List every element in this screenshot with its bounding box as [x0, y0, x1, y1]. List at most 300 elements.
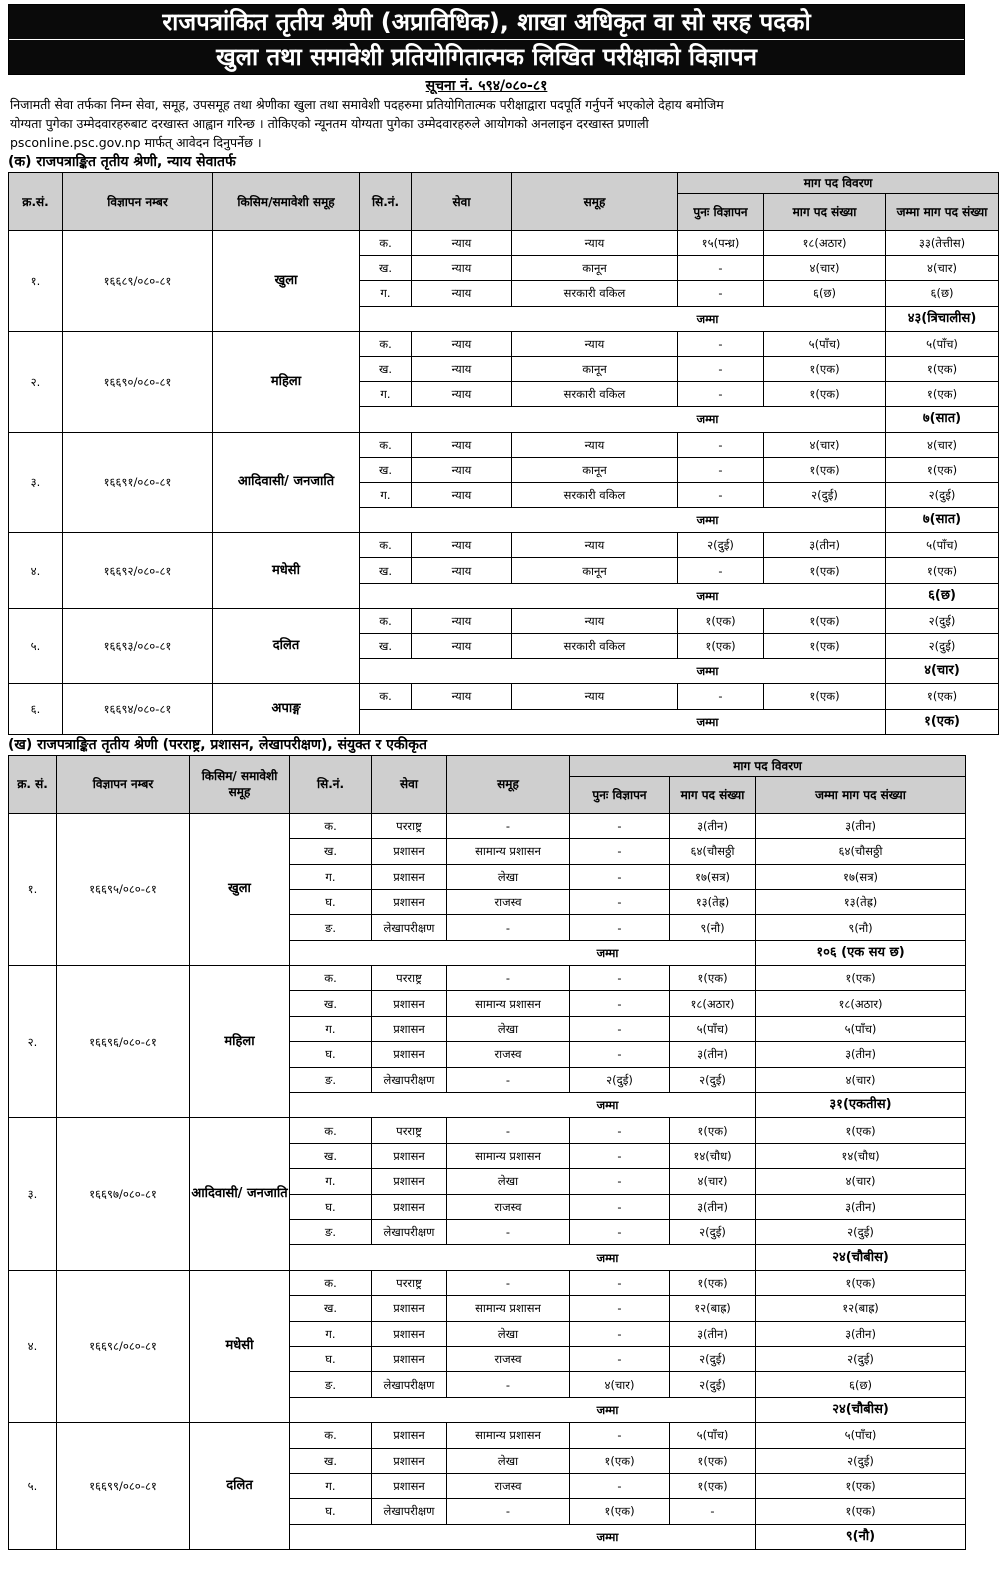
total-posts: २(दुई) — [886, 634, 999, 659]
advertisement-number: १६६९८/०८०-८१ — [57, 1270, 190, 1422]
demand-posts: १२(बाह्र) — [670, 1296, 756, 1321]
total-value: ३१(एकतीस) — [756, 1093, 966, 1118]
advertisement-number: १६६९९/०८०-८१ — [57, 1423, 190, 1550]
re-advertisement: - — [570, 1473, 670, 1498]
total-value: १०६ (एक सय छ) — [756, 940, 966, 965]
group: - — [447, 1220, 570, 1245]
col-header-service: सेवा — [412, 173, 512, 231]
group: सामान्य प्रशासन — [447, 1423, 570, 1448]
demand-posts: २(दुई) — [670, 1220, 756, 1245]
total-label: जम्मा — [290, 1245, 756, 1270]
group: राजस्व — [447, 1473, 570, 1498]
sub-serial: ख. — [360, 558, 412, 583]
table-row — [9, 331, 999, 356]
service: प्रशासन — [372, 1143, 447, 1168]
total-posts: ६४(चौसठ्ठी — [756, 839, 966, 864]
table-row — [9, 533, 999, 558]
service: परराष्ट्र — [372, 966, 447, 991]
re-advertisement: - — [678, 356, 764, 381]
title-line-2: खुला तथा समावेशी प्रतियोगितात्मक लिखित परीक्षाको विज्ञापन — [216, 43, 757, 71]
group: सामान्य प्रशासन — [447, 1143, 570, 1168]
group: - — [447, 1118, 570, 1143]
inclusive-group: दलित — [190, 1423, 290, 1550]
total-posts: १७(सत्र) — [756, 864, 966, 889]
group: सामान्य प्रशासन — [447, 839, 570, 864]
inclusive-group: मधेसी — [190, 1270, 290, 1422]
sub-serial: घ. — [290, 1346, 372, 1371]
demand-posts: ३(तीन) — [764, 533, 886, 558]
group: - — [447, 915, 570, 940]
re-advertisement: - — [570, 1296, 670, 1321]
total-value: ४(चार) — [886, 659, 999, 684]
group: न्याय — [512, 331, 678, 356]
demand-posts: - — [670, 1499, 756, 1524]
intro-paragraph — [10, 95, 963, 152]
sub-serial: क. — [360, 231, 412, 256]
re-advertisement: - — [678, 457, 764, 482]
re-advertisement: १(एक) — [678, 608, 764, 633]
service: प्रशासन — [372, 864, 447, 889]
total-value: १(एक) — [886, 709, 999, 734]
demand-posts: ३(तीन) — [670, 1321, 756, 1346]
section-b-title: (ख) राजपत्राङ्कित तृतीय श्रेणी (परराष्ट्र, प्रशासन, लेखापरीक्षण), संयुक्त र एकीकृत — [8, 736, 427, 753]
sub-serial: क. — [290, 1423, 372, 1448]
col-header-group: समूह — [512, 173, 678, 231]
total-label: जम्मा — [290, 1524, 756, 1549]
group: सरकारी वकिल — [512, 382, 678, 407]
group: न्याय — [512, 432, 678, 457]
total-posts: २(दुई) — [756, 1448, 966, 1473]
demand-posts: १(एक) — [764, 457, 886, 482]
group: राजस्व — [447, 1346, 570, 1371]
demand-posts: ३(तीन) — [670, 1042, 756, 1067]
table-row — [9, 608, 999, 633]
demand-posts: ४(चार) — [670, 1169, 756, 1194]
service: न्याय — [412, 684, 512, 709]
demand-posts: १(एक) — [764, 558, 886, 583]
group: सरकारी वकिल — [512, 634, 678, 659]
sub-serial: क. — [360, 533, 412, 558]
total-posts: ४(चार) — [886, 256, 999, 281]
group: न्याय — [512, 608, 678, 633]
demand-posts: १(एक) — [764, 608, 886, 633]
total-posts: ३३(तेत्तीस) — [886, 231, 999, 256]
demand-posts: ३(तीन) — [670, 1194, 756, 1219]
table-row — [9, 231, 999, 256]
sub-serial: ङ. — [290, 1220, 372, 1245]
group: न्याय — [512, 533, 678, 558]
col-header-sn: क्र.सं. — [9, 173, 63, 231]
service: न्याय — [412, 533, 512, 558]
re-advertisement: - — [570, 1346, 670, 1371]
sub-serial: क. — [360, 608, 412, 633]
service: प्रशासन — [372, 1296, 447, 1321]
table-row — [9, 432, 999, 457]
demand-posts: १(एक) — [764, 684, 886, 709]
total-value: ७(सात) — [886, 407, 999, 432]
service: न्याय — [412, 608, 512, 633]
sub-serial: ग. — [360, 281, 412, 306]
service: प्रशासन — [372, 1016, 447, 1041]
col-header-readv: पुनः विज्ञापन — [678, 194, 764, 231]
demand-posts: २(दुई) — [670, 1346, 756, 1371]
group: - — [447, 1499, 570, 1524]
sub-serial: क. — [360, 432, 412, 457]
re-advertisement: - — [570, 1423, 670, 1448]
total-label: जम्मा — [360, 306, 886, 331]
service: प्रशासन — [372, 839, 447, 864]
title-line-1: राजपत्रांकित तृतीय श्रेणी (अप्राविधिक), शाखा अधिकृत वा सो सरह पदको — [9, 5, 964, 40]
total-value: ९(नौ) — [756, 1524, 966, 1549]
total-posts: १(एक) — [886, 382, 999, 407]
re-advertisement: - — [570, 1169, 670, 1194]
sub-serial: ग. — [360, 382, 412, 407]
group: - — [447, 1372, 570, 1397]
row-serial: ३. — [9, 432, 63, 533]
demand-posts: ५(पाँच) — [764, 331, 886, 356]
demand-posts: १३(तेह्र) — [670, 889, 756, 914]
col-header-posts: माग पद संख्या — [764, 194, 886, 231]
sub-serial: ख. — [290, 1143, 372, 1168]
sub-serial: ख. — [290, 1448, 372, 1473]
service: न्याय — [412, 432, 512, 457]
col-header-type: किसिम/समावेशी समूह — [213, 173, 360, 231]
total-posts: १(एक) — [756, 1270, 966, 1295]
sub-serial: घ. — [290, 1499, 372, 1524]
demand-posts: १८(अठार) — [670, 991, 756, 1016]
re-advertisement: - — [678, 256, 764, 281]
total-label: जम्मा — [290, 940, 756, 965]
inclusive-group: दलित — [213, 608, 360, 684]
sub-serial: ङ. — [290, 1067, 372, 1092]
total-posts: १(एक) — [756, 1499, 966, 1524]
section-b-table — [8, 755, 966, 1550]
table-row — [9, 1270, 966, 1295]
col-header-sn: क्र. सं. — [9, 755, 57, 813]
total-posts: १२(बाह्र) — [756, 1296, 966, 1321]
demand-posts: ५(पाँच) — [670, 1016, 756, 1041]
total-label: जम्मा — [360, 659, 886, 684]
row-serial: ४. — [9, 533, 63, 609]
table-row — [9, 1118, 966, 1143]
total-posts: ६(छ) — [756, 1372, 966, 1397]
service: प्रशासन — [372, 1042, 447, 1067]
total-value: ४३(त्रिचालीस) — [886, 306, 999, 331]
col-header-service: सेवा — [372, 755, 447, 813]
advertisement-number: १६६९३/०८०-८१ — [63, 608, 213, 684]
intro-line: निजामती सेवा तर्फका निम्न सेवा, समूह, उपसमूह तथा श्रेणीका खुला तथा समावेशी पदहरुमा प्रतियोगितात्मक परीक्षाद्वारा पदपूर्ति गर्नुपर्ने भएकोले देहाय बमोजिम — [10, 97, 724, 112]
demand-posts: १(एक) — [670, 966, 756, 991]
demand-posts: १८(अठार) — [764, 231, 886, 256]
row-serial: ५. — [9, 608, 63, 684]
total-posts: १(एक) — [756, 966, 966, 991]
sub-serial: ख. — [290, 991, 372, 1016]
total-posts: १(एक) — [756, 1118, 966, 1143]
total-posts: ३(तीन) — [756, 813, 966, 838]
service: परराष्ट्र — [372, 1118, 447, 1143]
col-header-demand: माग पद विवरण — [570, 755, 966, 776]
inclusive-group: आदिवासी/ जनजाति — [213, 432, 360, 533]
sub-serial: ख. — [360, 457, 412, 482]
re-advertisement: - — [570, 1143, 670, 1168]
sub-serial: ख. — [360, 634, 412, 659]
advertisement-number: १६६९७/०८०-८१ — [57, 1118, 190, 1270]
notice-title-box — [8, 4, 965, 75]
section-a-table — [8, 172, 999, 735]
service: लेखापरीक्षण — [372, 1372, 447, 1397]
row-serial: ३. — [9, 1118, 57, 1270]
group: लेखा — [447, 1169, 570, 1194]
demand-posts: १७(सत्र) — [670, 864, 756, 889]
re-advertisement: - — [570, 1016, 670, 1041]
inclusive-group: मधेसी — [213, 533, 360, 609]
re-advertisement: - — [570, 1321, 670, 1346]
total-label: जम्मा — [360, 709, 886, 734]
demand-posts: ४(चार) — [764, 432, 886, 457]
sub-serial: ख. — [290, 1296, 372, 1321]
col-header-adv-no: विज्ञापन नम्बर — [63, 173, 213, 231]
re-advertisement: १५(पन्ध्र) — [678, 231, 764, 256]
sub-serial: घ. — [290, 1194, 372, 1219]
demand-posts: २(दुई) — [670, 1372, 756, 1397]
inclusive-group: खुला — [190, 813, 290, 965]
service: न्याय — [412, 256, 512, 281]
service: न्याय — [412, 281, 512, 306]
service: प्रशासन — [372, 889, 447, 914]
group: राजस्व — [447, 889, 570, 914]
re-advertisement: २(दुई) — [570, 1067, 670, 1092]
row-serial: १. — [9, 231, 63, 332]
total-posts: १८(अठार) — [756, 991, 966, 1016]
sub-serial: ख. — [290, 839, 372, 864]
col-header-sub-sn: सि.नं. — [290, 755, 372, 813]
total-posts: १(एक) — [886, 684, 999, 709]
group: सरकारी वकिल — [512, 281, 678, 306]
re-advertisement: - — [570, 889, 670, 914]
group: लेखा — [447, 864, 570, 889]
re-advertisement: - — [678, 432, 764, 457]
col-header-sub-sn: सि.नं. — [360, 173, 412, 231]
service: न्याय — [412, 382, 512, 407]
group: सामान्य प्रशासन — [447, 991, 570, 1016]
re-advertisement: १(एक) — [570, 1448, 670, 1473]
group: - — [447, 966, 570, 991]
col-header-demand: माग पद विवरण — [678, 173, 999, 194]
demand-posts: ५(पाँच) — [670, 1423, 756, 1448]
sub-serial: घ. — [290, 1042, 372, 1067]
advertisement-number: १६६९१/०८०-८१ — [63, 432, 213, 533]
total-posts: ३(तीन) — [756, 1321, 966, 1346]
group: - — [447, 813, 570, 838]
service: प्रशासन — [372, 1169, 447, 1194]
re-advertisement: - — [570, 991, 670, 1016]
total-value: २४(चौबीस) — [756, 1245, 966, 1270]
col-header-readv: पुनः विज्ञापन — [570, 776, 670, 813]
demand-posts: २(दुई) — [670, 1067, 756, 1092]
sub-serial: क. — [360, 331, 412, 356]
sub-serial: ग. — [290, 1169, 372, 1194]
advertisement-number: १६६९०/०८०-८१ — [63, 331, 213, 432]
demand-posts: १(एक) — [764, 356, 886, 381]
re-advertisement: - — [570, 1220, 670, 1245]
group: कानून — [512, 356, 678, 381]
demand-posts: १(एक) — [764, 634, 886, 659]
total-value: २४(चौबीस) — [756, 1397, 966, 1422]
total-label: जम्मा — [290, 1397, 756, 1422]
demand-posts: ६४(चौसठ्ठी — [670, 839, 756, 864]
sub-serial: क. — [290, 1118, 372, 1143]
service: लेखापरीक्षण — [372, 1067, 447, 1092]
total-posts: ३(तीन) — [756, 1042, 966, 1067]
re-advertisement: - — [570, 813, 670, 838]
advertisement-number: १६६९४/०८०-८१ — [63, 684, 213, 734]
sub-serial: ग. — [290, 1016, 372, 1041]
intro-line: psconline.psc.gov.np मार्फत् आवेदन दिनुपर्नेछ । — [10, 135, 262, 150]
sub-serial: ङ. — [290, 1372, 372, 1397]
row-serial: ५. — [9, 1423, 57, 1550]
group: लेखा — [447, 1321, 570, 1346]
re-advertisement: - — [678, 382, 764, 407]
total-posts: ४(चार) — [886, 432, 999, 457]
service: परराष्ट्र — [372, 1270, 447, 1295]
re-advertisement: - — [570, 1194, 670, 1219]
sub-serial: ख. — [360, 256, 412, 281]
demand-posts: ३(तीन) — [670, 813, 756, 838]
row-serial: ६. — [9, 684, 63, 734]
table-row — [9, 684, 999, 709]
re-advertisement: - — [678, 684, 764, 709]
advertisement-number: १६६९२/०८०-८१ — [63, 533, 213, 609]
inclusive-group: खुला — [213, 231, 360, 332]
re-advertisement: - — [570, 915, 670, 940]
service: प्रशासन — [372, 1346, 447, 1371]
re-advertisement: १(एक) — [570, 1499, 670, 1524]
group: राजस्व — [447, 1194, 570, 1219]
total-value: ७(सात) — [886, 508, 999, 533]
service: प्रशासन — [372, 1321, 447, 1346]
re-advertisement: १(एक) — [678, 634, 764, 659]
total-label: जम्मा — [290, 1093, 756, 1118]
total-posts: ३(तीन) — [756, 1194, 966, 1219]
demand-posts: १(एक) — [670, 1270, 756, 1295]
re-advertisement: - — [570, 839, 670, 864]
sub-serial: क. — [290, 966, 372, 991]
total-posts: ५(पाँच) — [886, 533, 999, 558]
row-serial: १. — [9, 813, 57, 965]
service: प्रशासन — [372, 991, 447, 1016]
col-header-adv-no: विज्ञापन नम्बर — [57, 755, 190, 813]
total-posts: १(एक) — [886, 558, 999, 583]
total-value: ६(छ) — [886, 583, 999, 608]
sub-serial: ङ. — [290, 915, 372, 940]
col-header-posts: माग पद संख्या — [670, 776, 756, 813]
total-posts: ४(चार) — [756, 1169, 966, 1194]
service: प्रशासन — [372, 1473, 447, 1498]
table-row — [9, 1423, 966, 1448]
service: न्याय — [412, 558, 512, 583]
service: न्याय — [412, 331, 512, 356]
total-posts: १(एक) — [886, 457, 999, 482]
total-posts: ४(चार) — [756, 1067, 966, 1092]
demand-posts: १(एक) — [670, 1118, 756, 1143]
total-posts: ९(नौ) — [756, 915, 966, 940]
service: न्याय — [412, 231, 512, 256]
col-header-total: जम्मा माग पद संख्या — [756, 776, 966, 813]
sub-serial: ग. — [290, 1321, 372, 1346]
demand-posts: १४(चौध) — [670, 1143, 756, 1168]
demand-posts: १(एक) — [764, 382, 886, 407]
inclusive-group: अपाङ्ग — [213, 684, 360, 734]
total-posts: १४(चौध) — [756, 1143, 966, 1168]
group: कानून — [512, 457, 678, 482]
group: - — [447, 1067, 570, 1092]
demand-posts: ६(छ) — [764, 281, 886, 306]
service: न्याय — [412, 634, 512, 659]
group: लेखा — [447, 1016, 570, 1041]
advertisement-number: १६६९६/०८०-८१ — [57, 966, 190, 1118]
notice-page — [8, 0, 988, 1550]
re-advertisement: - — [570, 1042, 670, 1067]
col-header-type: किसिम/ समावेशी समूह — [190, 755, 290, 813]
advertisement-number: १६६८९/०८०-८१ — [63, 231, 213, 332]
service: न्याय — [412, 482, 512, 507]
service: न्याय — [412, 457, 512, 482]
total-posts: २(दुई) — [756, 1220, 966, 1245]
advertisement-number: १६६९५/०८०-८१ — [57, 813, 190, 965]
demand-posts: ४(चार) — [764, 256, 886, 281]
service: प्रशासन — [372, 1448, 447, 1473]
demand-posts: १(एक) — [670, 1473, 756, 1498]
col-header-total: जम्मा माग पद संख्या — [886, 194, 999, 231]
re-advertisement: - — [570, 966, 670, 991]
group: - — [447, 1270, 570, 1295]
demand-posts: १(एक) — [670, 1448, 756, 1473]
total-posts: २(दुई) — [756, 1346, 966, 1371]
re-advertisement: ४(चार) — [570, 1372, 670, 1397]
total-label: जम्मा — [360, 583, 886, 608]
total-posts: १(एक) — [886, 356, 999, 381]
service: लेखापरीक्षण — [372, 1499, 447, 1524]
service: न्याय — [412, 356, 512, 381]
table-row — [9, 813, 966, 838]
inclusive-group: महिला — [190, 966, 290, 1118]
total-posts: २(दुई) — [886, 608, 999, 633]
group: लेखा — [447, 1448, 570, 1473]
sub-serial: क. — [290, 813, 372, 838]
group: न्याय — [512, 684, 678, 709]
service: लेखापरीक्षण — [372, 1220, 447, 1245]
group: राजस्व — [447, 1042, 570, 1067]
service: लेखापरीक्षण — [372, 915, 447, 940]
service: परराष्ट्र — [372, 813, 447, 838]
sub-serial: घ. — [290, 889, 372, 914]
re-advertisement: - — [678, 482, 764, 507]
total-posts: २(दुई) — [886, 482, 999, 507]
total-posts: ६(छ) — [886, 281, 999, 306]
total-posts: १(एक) — [756, 1473, 966, 1498]
sub-serial: क. — [360, 684, 412, 709]
re-advertisement: - — [678, 331, 764, 356]
re-advertisement: - — [678, 281, 764, 306]
service: प्रशासन — [372, 1194, 447, 1219]
notice-number: सूचना नं. ५९४/०८०-८१ — [425, 78, 548, 94]
row-serial: २. — [9, 966, 57, 1118]
sub-serial: ग. — [290, 1473, 372, 1498]
row-serial: ४. — [9, 1270, 57, 1422]
group: सामान्य प्रशासन — [447, 1296, 570, 1321]
sub-serial: ग. — [360, 482, 412, 507]
service: प्रशासन — [372, 1423, 447, 1448]
